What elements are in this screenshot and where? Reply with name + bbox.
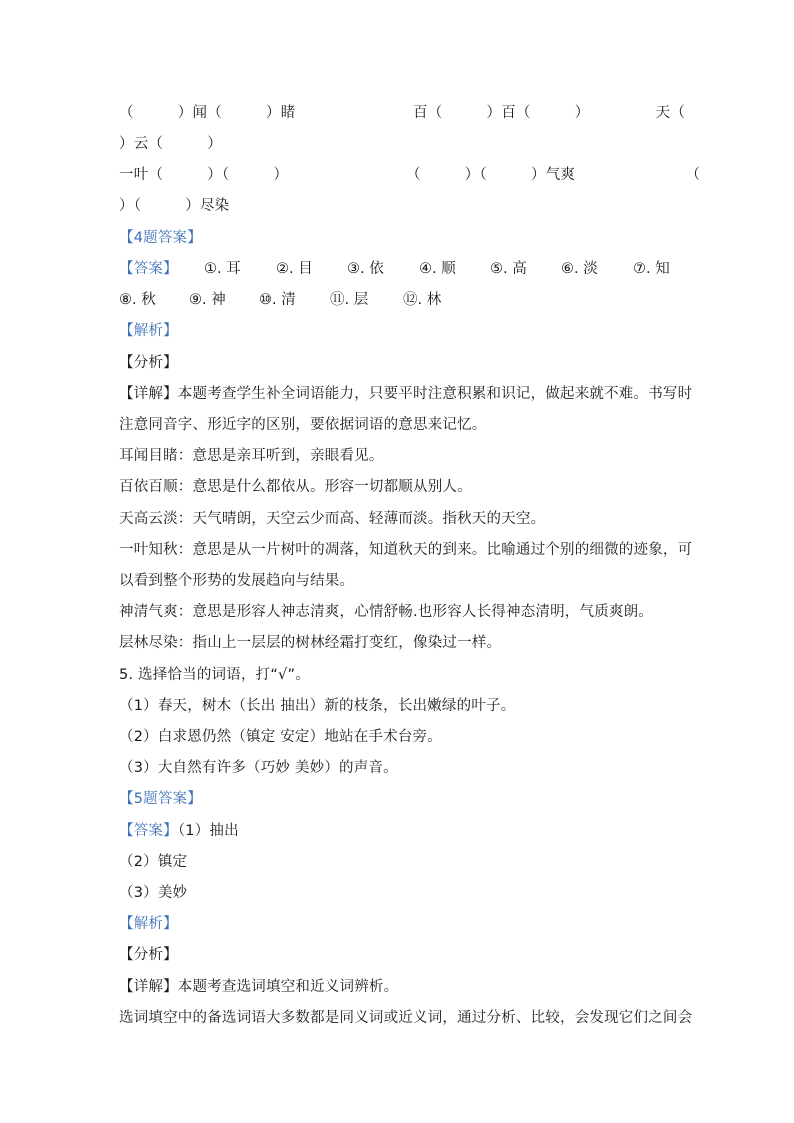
q5-title: 5. 选择恰当的词语，打“√”。 xyxy=(119,667,310,683)
q4-answer-12: ⑫. 林 xyxy=(403,292,442,308)
idiom-yiye-zhiqiu-line-2: 以看到整个形势的发展趋向与结果。 xyxy=(119,573,355,589)
q4-answer-11: ⑪. 层 xyxy=(330,292,369,308)
idiom-shenqing-qishuang: 神清气爽：意思是形容人神志清爽，心情舒畅.也形容人长得神态清明，气质爽朗。 xyxy=(119,604,654,620)
q4-blank-row-1: （ ）闻（ ）睹 百（ ）百（ ） 天（ xyxy=(119,105,686,121)
q4-answer-6: ⑥. 淡 xyxy=(561,261,598,277)
q5-detail-line-2: 选词填空中的备选词语大多数都是同义词或近义词，通过分析、比较，会发现它们之间会 xyxy=(119,1010,693,1026)
q5-answer-label: 【答案】 xyxy=(119,823,178,839)
q4-answer-label: 【答案】 xyxy=(119,261,178,277)
q4-detail-line-1: 【详解】本题考查学生补全词语能力，只要平时注意积累和识记，做起来就不难。书写时 xyxy=(119,386,693,402)
idiom-cenglin-jinran: 层林尽染：指山上一层层的树林经霜打变红，像染过一样。 xyxy=(119,635,502,651)
q4-fenxi-label: 【分析】 xyxy=(119,355,178,371)
idiom-baiyi-baishun: 百依百顺：意思是什么都依从。形容一切都顺从别人。 xyxy=(119,479,472,495)
q4-answer-2: ②. 目 xyxy=(276,261,313,277)
q4-answer-5: ⑤. 高 xyxy=(490,261,527,277)
q4-answer-header: 【4题答案】 xyxy=(119,230,202,246)
q4-answer-10: ⑩. 清 xyxy=(259,292,296,308)
q4-blank-row-2: ）云（ ） xyxy=(119,136,222,152)
q5-answer-3: （3）美妙 xyxy=(119,885,188,901)
q5-fenxi-label: 【分析】 xyxy=(119,947,178,963)
q4-blank-row-4: ）（ ）尽染 xyxy=(119,198,230,214)
idiom-yiye-zhiqiu-line-1: 一叶知秋：意思是从一片树叶的凋落，知道秋天的到来。比喻通过个别的细微的迹象，可 xyxy=(119,542,693,558)
q5-item-2: （2）白求恩仍然（镇定 安定）地站在手术台旁。 xyxy=(119,729,442,745)
q5-jiexi-label: 【解析】 xyxy=(119,916,178,932)
q4-answer-1: ①. 耳 xyxy=(204,261,241,277)
q5-answer-header: 【5题答案】 xyxy=(119,791,202,807)
q5-answer-2: （2）镇定 xyxy=(119,854,188,870)
q4-detail-line-2: 注意同音字、形近字的区别，要依据词语的意思来记忆。 xyxy=(119,417,487,433)
q4-answer-7: ⑦. 知 xyxy=(633,261,670,277)
q4-blank-row-3: 一叶（ ）（ ） （ ）（ ）气爽 （ xyxy=(119,167,701,183)
q4-jiexi-label: 【解析】 xyxy=(119,323,178,339)
q4-answer-3: ③. 依 xyxy=(347,261,384,277)
idiom-tiangao-yundan: 天高云淡：天气晴朗，天空云少而高、轻薄而淡。指秋天的天空。 xyxy=(119,511,546,527)
q5-item-3: （3）大自然有许多（巧妙 美妙）的声音。 xyxy=(119,760,398,776)
q4-answer-9: ⑨. 神 xyxy=(189,292,226,308)
q4-answer-8: ⑧. 秋 xyxy=(119,292,156,308)
q5-item-1: （1）春天，树木（长出 抽出）新的枝条，长出嫩绿的叶子。 xyxy=(119,698,516,714)
q4-answer-4: ④. 顺 xyxy=(419,261,456,277)
idiom-erwen-mudu: 耳闻目睹：意思是亲耳听到，亲眼看见。 xyxy=(119,448,384,464)
q5-answer-1 xyxy=(119,821,239,841)
q5-answer-1-text: （1）抽出 xyxy=(177,823,239,839)
q5-detail-line-1: 【详解】本题考查选词填空和近义词辨析。 xyxy=(119,979,399,995)
